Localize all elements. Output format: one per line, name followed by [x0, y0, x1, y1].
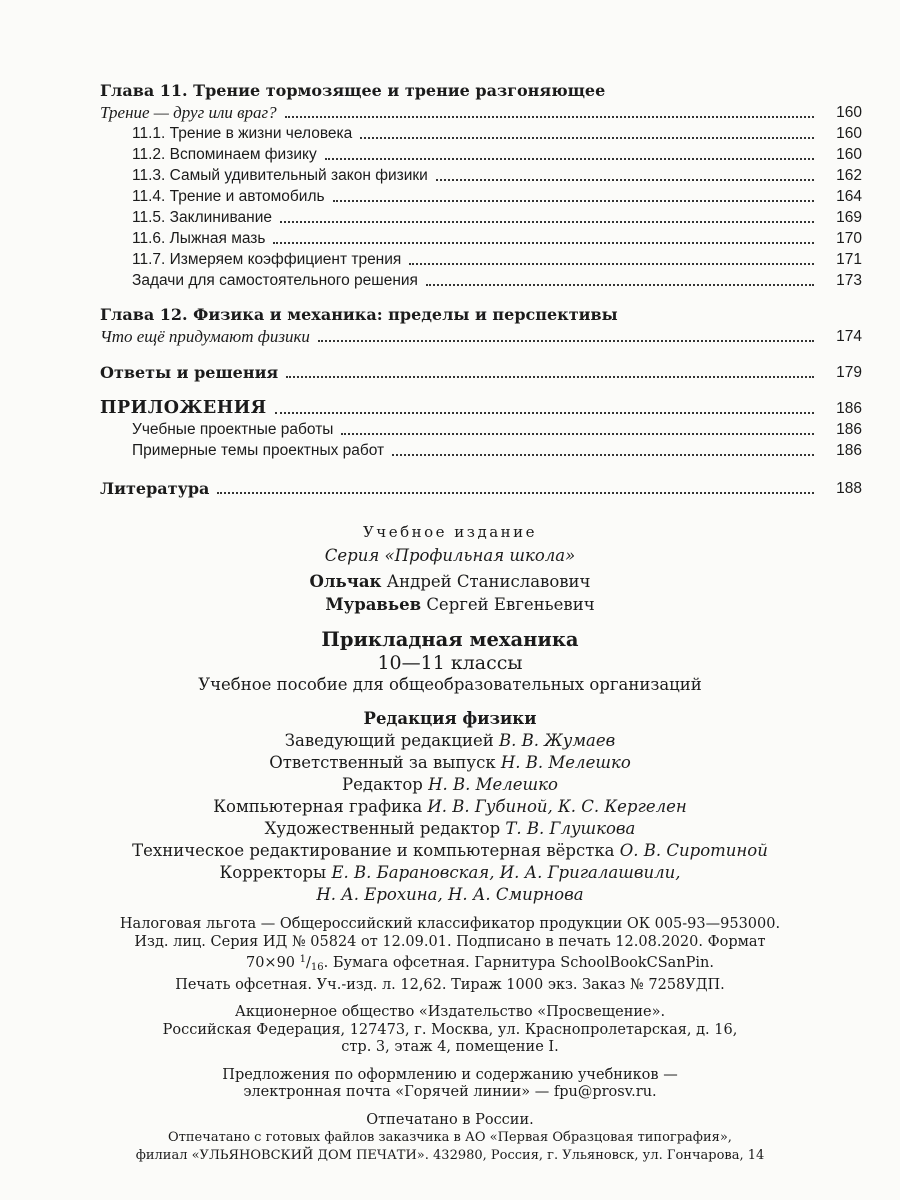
legal-info — [0, 916, 900, 994]
book-purpose: Учебное пособие для общеобразовательных организаций — [198, 675, 702, 694]
editorial-staff — [0, 708, 900, 906]
author-1 — [0, 570, 900, 593]
staff-name: Н. В. Мелешко — [500, 753, 631, 772]
staff-line — [0, 862, 900, 884]
format-slash: / — [306, 955, 311, 971]
staff-line — [0, 840, 900, 862]
format-numerator: 1 — [299, 954, 307, 965]
staff-line-continued: Н. А. Ерохина, Н. А. Смирнова — [316, 885, 584, 904]
paper-info: Бумага офсетная. Гарнитура SchoolBookCSanPin. — [332, 955, 715, 971]
toc-page: 162 — [836, 167, 862, 184]
dot-leader — [286, 376, 814, 378]
dot-leader — [392, 454, 814, 456]
staff-name: В. В. Жумаев — [499, 731, 616, 750]
publisher-info — [0, 1004, 900, 1057]
format-separator: . — [323, 955, 333, 971]
staff-line — [0, 774, 900, 796]
author-2-last-name: Муравьев — [325, 595, 422, 614]
toc-page: 174 — [836, 328, 862, 345]
toc-row[interactable] — [100, 228, 862, 249]
toc-row[interactable] — [100, 186, 862, 207]
toc-label: ПРИЛОЖЕНИЯ — [100, 398, 267, 418]
dot-leader — [360, 137, 814, 139]
table-of-contents — [100, 80, 862, 499]
toc-label: 11.7. Измеряем коэффициент трения — [132, 251, 402, 268]
toc-page: 164 — [836, 188, 862, 205]
dot-leader — [217, 492, 814, 494]
staff-name: Н. В. Мелешко — [428, 775, 558, 794]
toc-label: 11.2. Вспоминаем физику — [132, 146, 317, 163]
toc-label: Задачи для самостоятельного решения — [132, 272, 418, 289]
staff-line — [0, 818, 900, 840]
toc-label: 11.3. Самый удивительный закон физики — [132, 167, 428, 184]
toc-page: 186 — [836, 421, 862, 438]
legal-line — [0, 951, 900, 977]
toc-row-appendix[interactable] — [100, 398, 862, 419]
dot-leader — [318, 340, 814, 342]
staff-role: Ответственный за выпуск — [269, 753, 496, 772]
toc-label: 11.5. Заклинивание — [132, 209, 273, 226]
toc-page: 160 — [836, 146, 862, 163]
printer-line: филиал «УЛЬЯНОВСКИЙ ДОМ ПЕЧАТИ». 432980, Россия, г. Ульяновск, ул. Гончарова, 14 — [135, 1148, 765, 1163]
staff-role: Техническое редактирование и компьютерная вёрстка — [132, 841, 615, 860]
format-size: 70×90 — [245, 955, 296, 971]
format-denominator: 16 — [310, 962, 324, 973]
staff-line — [0, 796, 900, 818]
staff-name: О. В. Сиротиной — [619, 841, 768, 860]
toc-row[interactable] — [100, 102, 862, 123]
chapter-12-title: Глава 12. Физика и механика: пределы и перспективы — [100, 305, 618, 324]
printed-in: Отпечатано в России. — [366, 1111, 534, 1128]
toc-page: 186 — [836, 400, 862, 417]
toc-page: 170 — [836, 230, 862, 247]
dot-leader — [280, 221, 814, 223]
toc-row[interactable] — [100, 207, 862, 228]
toc-row[interactable] — [100, 165, 862, 186]
toc-label: Примерные темы проектных работ — [132, 442, 385, 459]
toc-page: 173 — [836, 272, 862, 289]
staff-role: Компьютерная графика — [213, 797, 423, 816]
feedback-info — [0, 1067, 900, 1102]
legal-line: Налоговая льгота — Общероссийский классификатор продукции ОК 005-93—953000. — [119, 916, 781, 932]
toc-page: 186 — [836, 442, 862, 459]
publisher-line: стр. 3, этаж 4, помещение I. — [341, 1039, 559, 1055]
staff-role: Корректоры — [219, 863, 327, 882]
toc-label: 11.4. Трение и автомобиль — [132, 188, 325, 205]
dot-leader — [436, 179, 814, 181]
toc-label: Что ещё придумают физики — [100, 327, 310, 346]
printer-line: Отпечатано с готовых файлов заказчика в АО «Первая Образцовая типография», — [168, 1130, 732, 1145]
author-2 — [0, 593, 900, 616]
dot-leader — [325, 158, 814, 160]
series-name: Серия «Профильная школа» — [324, 546, 576, 565]
toc-page: 188 — [836, 480, 862, 497]
toc-label: Ответы и решения — [100, 363, 279, 382]
toc-row[interactable] — [100, 249, 862, 270]
toc-page: 171 — [836, 251, 862, 268]
dot-leader — [333, 200, 814, 202]
feedback-line: электронная почта «Горячей линии» — fpu@prosv.ru. — [243, 1084, 657, 1100]
toc-page: 169 — [836, 209, 862, 226]
toc-row[interactable] — [100, 144, 862, 165]
staff-line — [0, 752, 900, 774]
printer-info — [0, 1112, 900, 1166]
editorial-heading: Редакция физики — [363, 709, 537, 728]
toc-row[interactable] — [100, 419, 862, 440]
toc-page: 160 — [836, 104, 862, 121]
author-1-last-name: Ольчак — [309, 572, 382, 591]
toc-row-answers[interactable] — [100, 362, 862, 383]
imprint-block — [0, 520, 900, 1165]
publisher-line: Акционерное общество «Издательство «Просвещение». — [234, 1004, 666, 1020]
dot-leader — [273, 242, 814, 244]
staff-name: Т. В. Глушкова — [505, 819, 636, 838]
staff-name: Е. В. Барановская, И. А. Григалашвили, — [331, 863, 681, 882]
dot-leader — [341, 433, 814, 435]
staff-role: Редактор — [342, 775, 423, 794]
book-grades: 10—11 классы — [377, 652, 523, 674]
toc-page: 179 — [836, 364, 862, 381]
dot-leader — [275, 412, 814, 414]
chapter-11-title: Глава 11. Трение тормозящее и трение разгоняющее — [100, 81, 606, 100]
dot-leader — [426, 284, 814, 286]
toc-row-literature[interactable] — [100, 478, 862, 499]
toc-page: 160 — [836, 125, 862, 142]
toc-row[interactable] — [100, 440, 862, 461]
toc-row[interactable] — [100, 326, 862, 347]
staff-line — [0, 730, 900, 752]
legal-line: Изд. лиц. Серия ИД № 05824 от 12.09.01. Подписано в печать 12.08.2020. Формат — [134, 933, 766, 950]
toc-label: Литература — [100, 479, 210, 498]
toc-label: 11.6. Лыжная мазь — [132, 230, 266, 247]
author-1-first-names: Андрей Станиславович — [386, 572, 591, 591]
staff-role: Художественный редактор — [264, 819, 501, 838]
edition-type: Учебное издание — [362, 523, 538, 541]
toc-row[interactable] — [100, 270, 862, 291]
legal-line: Печать офсетная. Уч.-изд. л. 12,62. Тираж 1000 экз. Заказ № 7258УДП. — [175, 976, 725, 993]
staff-role: Заведующий редакцией — [284, 731, 494, 750]
toc-label: Учебные проектные работы — [132, 421, 334, 438]
toc-row[interactable] — [100, 123, 862, 144]
dot-leader — [409, 263, 814, 265]
toc-label: 11.1. Трение в жизни человека — [132, 125, 353, 142]
publisher-line: Российская Федерация, 127473, г. Москва, ул. Краснопролетарская, д. 16, — [162, 1021, 738, 1038]
staff-name: И. В. Губиной, К. С. Кергелен — [427, 797, 687, 816]
feedback-line: Предложения по оформлению и содержанию учебников — — [222, 1066, 678, 1083]
toc-label: Трение — друг или враг? — [100, 103, 277, 122]
dot-leader — [285, 116, 814, 118]
author-2-first-names: Сергей Евгеньевич — [426, 595, 595, 614]
book-title: Прикладная механика — [321, 628, 579, 651]
